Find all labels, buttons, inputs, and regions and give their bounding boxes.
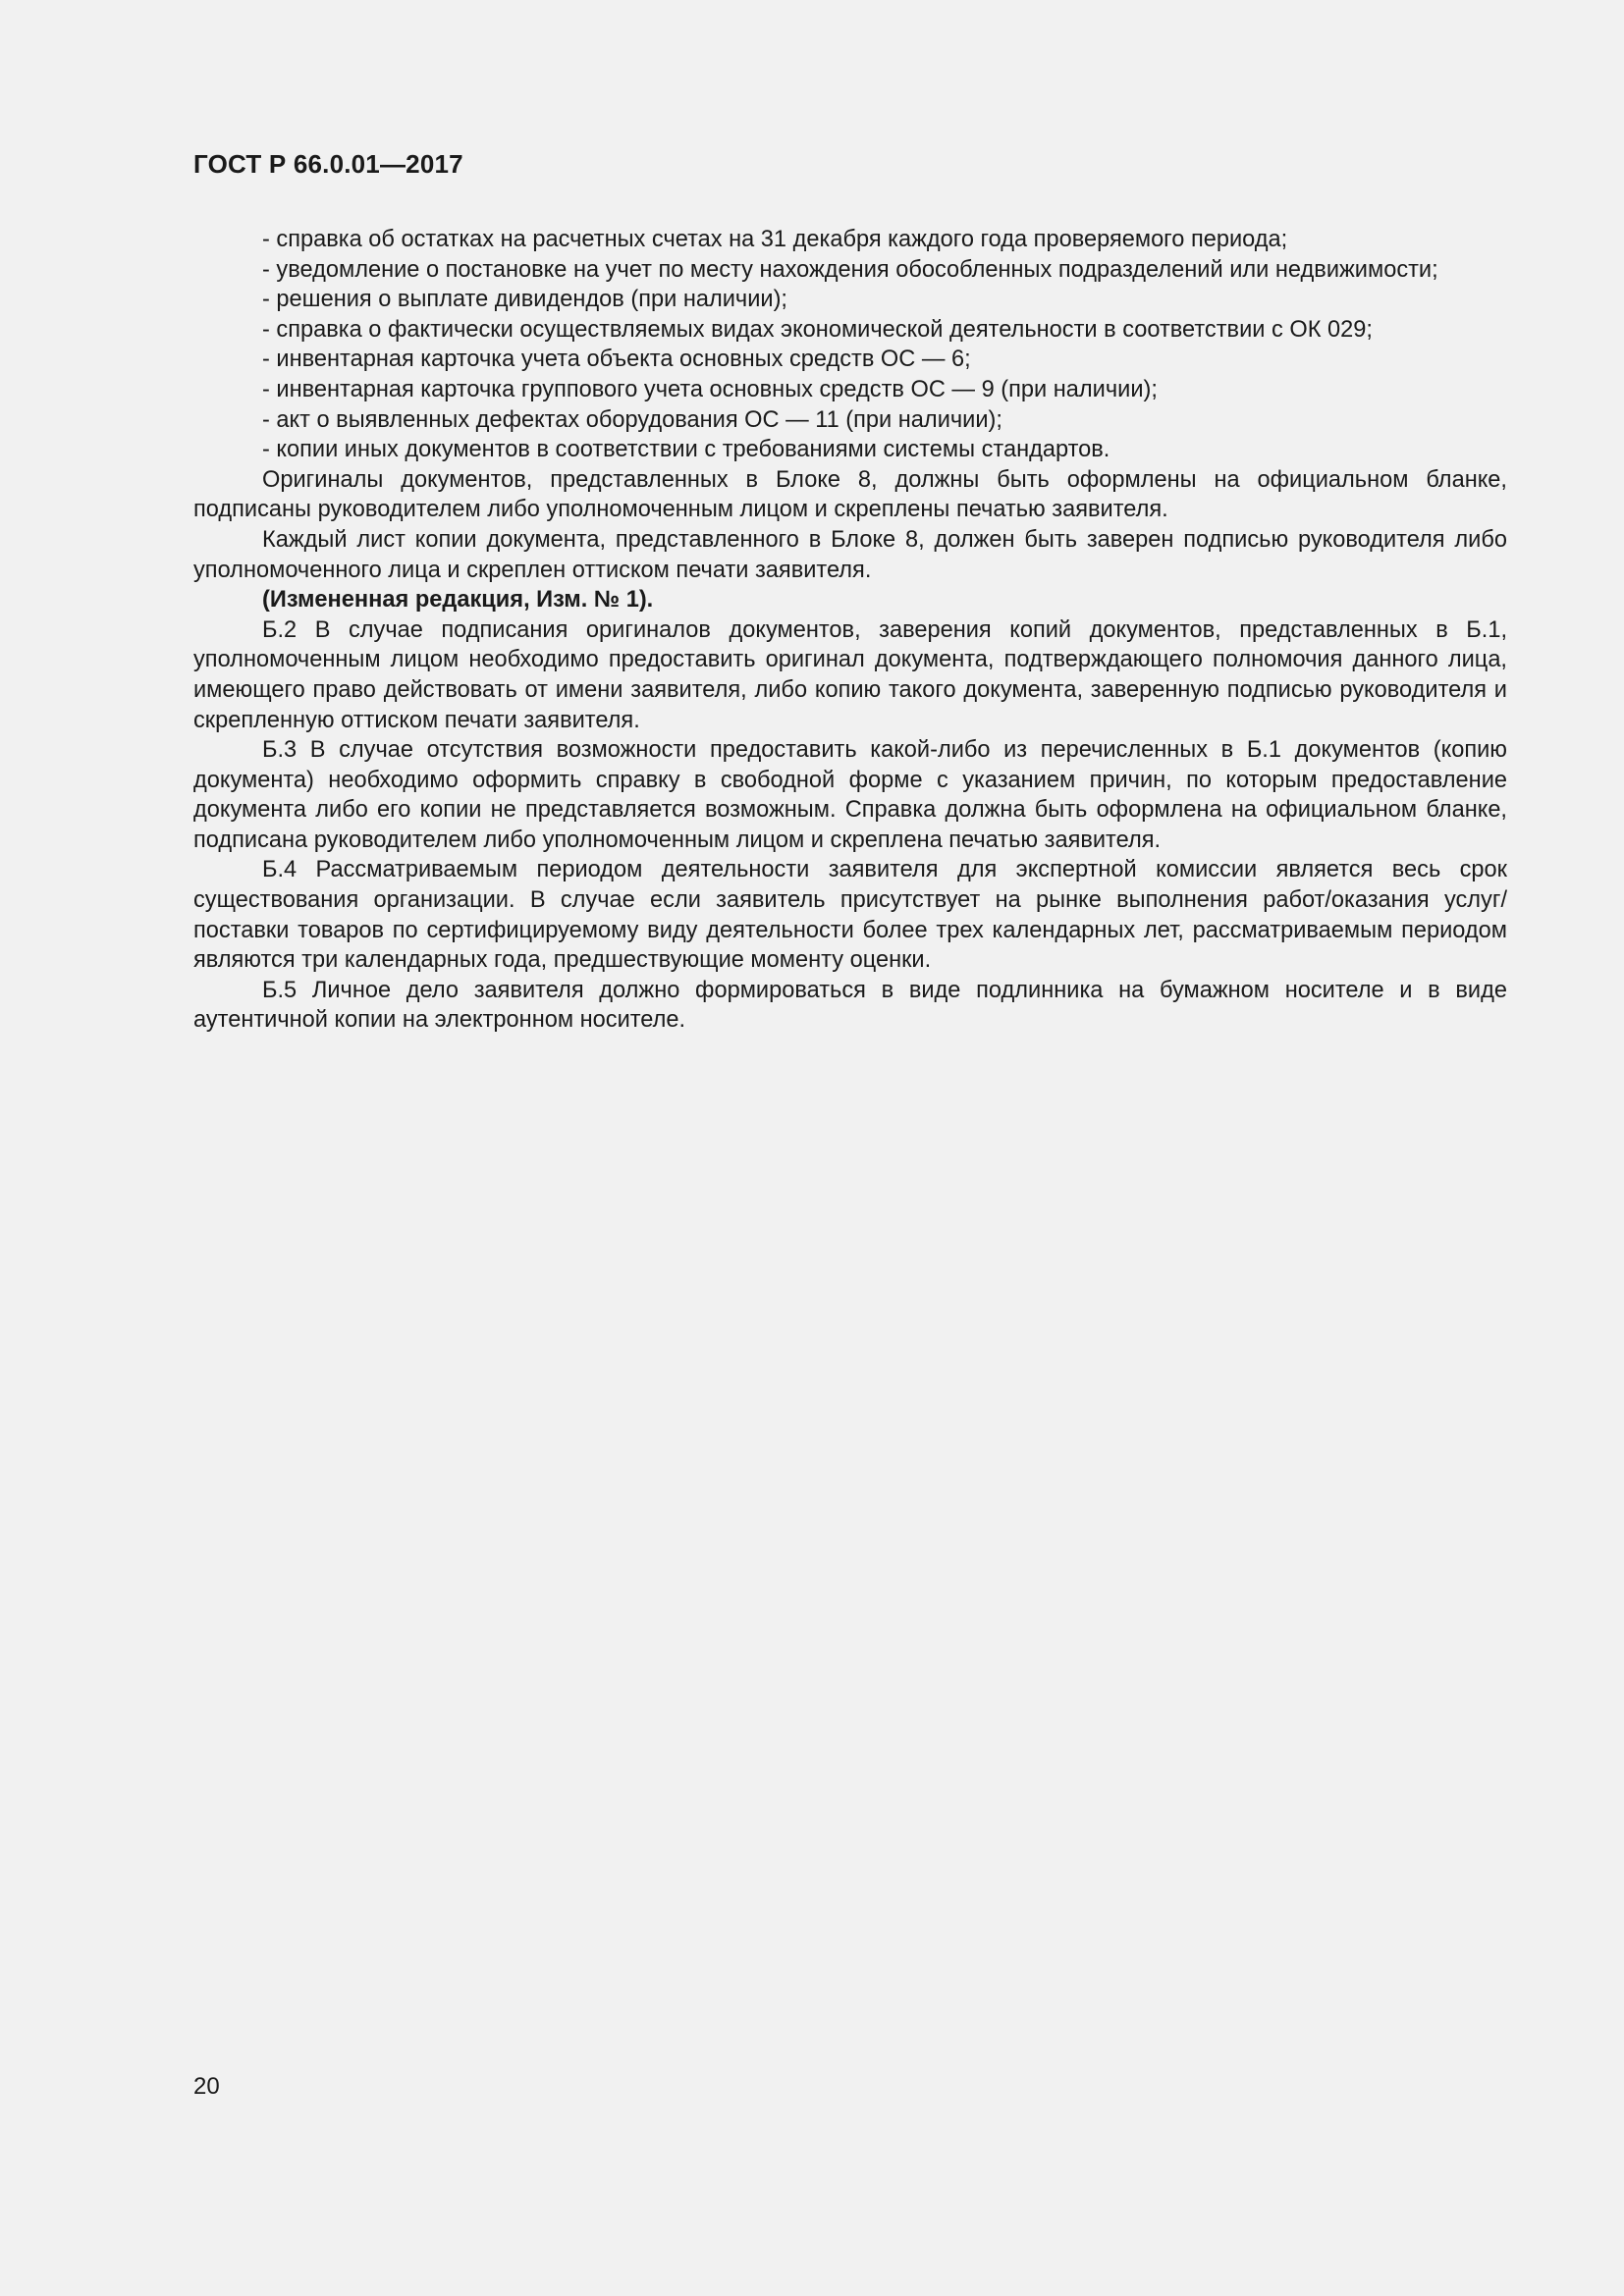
list-item: - справка о фактически осуществляемых видах экономической деятельности в соответствии с ОК 029; — [262, 316, 1373, 343]
paragraph-b4: Б.4 Рассматриваемым периодом деятельности заявителя для экспертной комиссии является весь срок существования организации. В случае если заявитель присутствует на рынке выполнения работ/оказания услуг/поставки товаров по сертифицируемому виду деятельности более трех календарных лет, рассматриваемым периодом являются три календарных года, предшествующие моменту оценки. — [193, 857, 1507, 974]
document-list — [193, 225, 1507, 465]
list-item: - акт о выявленных дефектах оборудования ОС — 11 (при наличии); — [262, 406, 1002, 433]
list-item: - инвентарная карточка учета объекта основных средств ОС — 6; — [262, 347, 971, 373]
list-item: - копии иных документов в соответствии с требованиями системы стандартов. — [262, 437, 1110, 463]
paragraph-b5: Б.5 Личное дело заявителя должно формироваться в виде подлинника на бумажном носителе и в виде аутентичной копии на электронном носителе. — [193, 977, 1507, 1034]
list-item: - уведомление о постановке на учет по месту нахождения обособленных подразделений или недвижимости; — [262, 256, 1438, 283]
standard-number-header: ГОСТ Р 66.0.01—2017 — [193, 149, 463, 179]
document-body — [193, 225, 1507, 1036]
list-item: - решения о выплате дивидендов (при наличии); — [262, 287, 787, 313]
page-number: 20 — [193, 2073, 220, 2100]
paragraph-each-sheet: Каждый лист копии документа, представленного в Блоке 8, должен быть заверен подписью руководителя либо уполномоченного лица и скреплен оттиском печати заявителя. — [193, 526, 1507, 583]
list-item: - справка об остатках на расчетных счетах на 31 декабря каждого года проверяемого периода; — [262, 227, 1288, 252]
paragraph-b2: Б.2 В случае подписания оригиналов документов, заверения копий документов, представленных в Б.1, уполномоченным лицом необходимо предоставить оригинал документа, подтверждающего полномочия данного лица, имеющего право действовать от имени заявителя, либо копию такого документа, заверенную подписью руководителя и скрепленную оттиском печати заявителя. — [193, 616, 1507, 733]
amendment-note: (Измененная редакция, Изм. № 1). — [262, 587, 654, 614]
list-item: - инвентарная карточка группового учета основных средств ОС — 9 (при наличии); — [262, 376, 1158, 402]
paragraph-originals: Оригиналы документов, представленных в Блоке 8, должны быть оформлены на официальном бланке, подписаны руководителем либо уполномоченным лицом и скреплены печатью заявителя. — [193, 466, 1507, 523]
paragraph-b3: Б.3 В случае отсутствия возможности предоставить какой-либо из перечисленных в Б.1 документов (копию документа) необходимо оформить справку в свободной форме с указанием причин, по которым предоставление документа либо его копии не представляется возможным. Справка должна быть оформлена на официальном бланке, подписана руководителем либо уполномоченным лицом и скреплена печатью заявителя. — [193, 737, 1507, 853]
